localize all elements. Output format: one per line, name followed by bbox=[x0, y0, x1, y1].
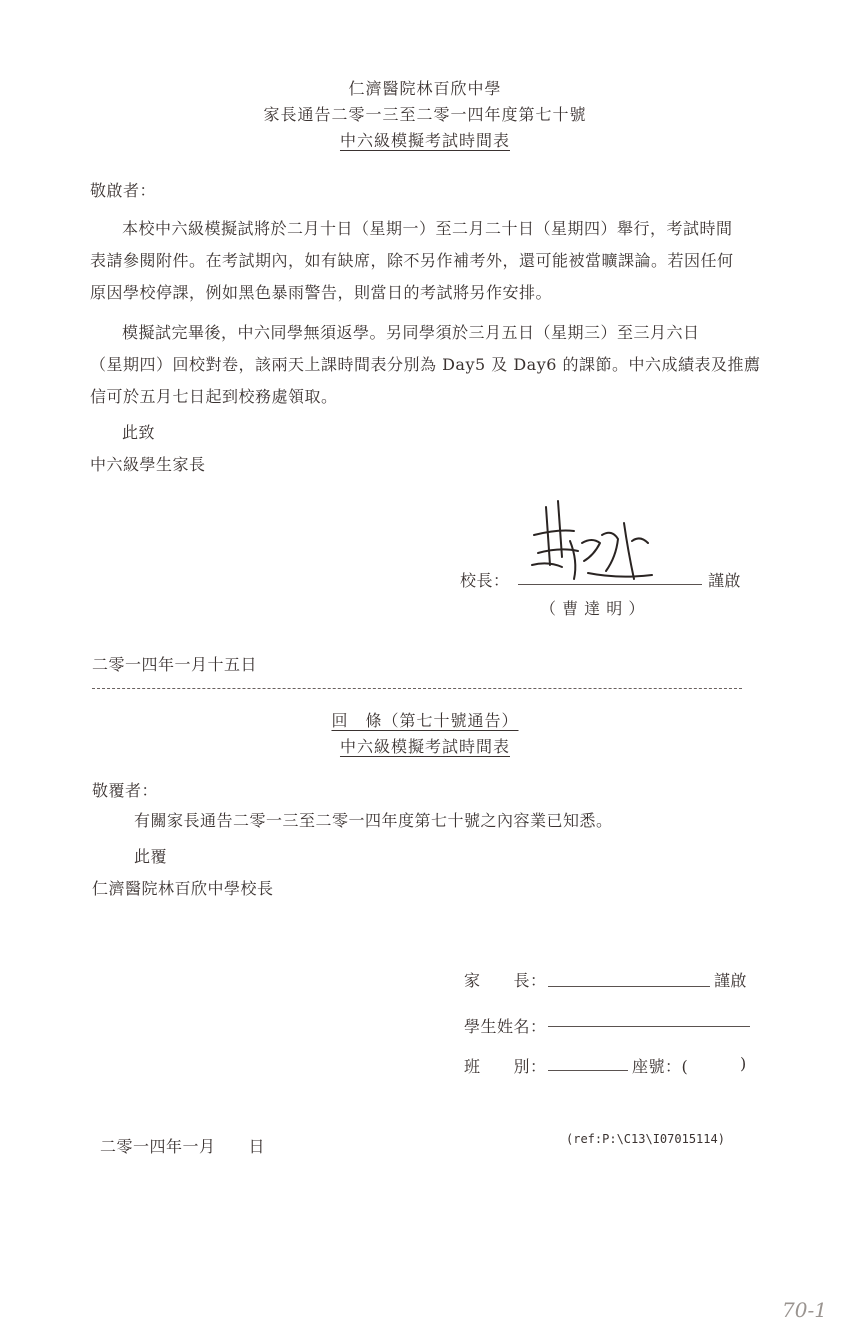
parent-label: 家 長： bbox=[464, 971, 547, 990]
reply-subject bbox=[0, 734, 850, 757]
parent-signature-field[interactable] bbox=[548, 986, 710, 987]
recipient: 中六級學生家長 bbox=[90, 455, 206, 474]
para2-line3: 信可於五月七日起到校務處領取。 bbox=[90, 387, 338, 406]
principal-suffix: 謹啟 bbox=[708, 571, 742, 590]
notice-date: 二零一四年一月十五日 bbox=[92, 655, 258, 674]
para2-line2: （星期四）回校對卷，該兩天上課時間表分別為 Day5 及 Day6 的課節。中六成績表及推薦 bbox=[90, 355, 761, 374]
handwritten-page-note: 70-1 bbox=[782, 1298, 827, 1322]
para1-line3: 原因學校停課，例如黑色暴雨警告，則當日的考試將另作安排。 bbox=[90, 283, 553, 302]
reply-salutation: 敬覆者： bbox=[92, 781, 159, 800]
reply-title-text: 回 條（第七十號通告） bbox=[331, 711, 519, 730]
reply-closing: 此覆 bbox=[134, 847, 168, 866]
reply-recipient: 仁濟醫院林百欣中學校長 bbox=[92, 879, 274, 898]
class-label: 班 別： bbox=[464, 1057, 547, 1076]
parent-suffix: 謹啟 bbox=[714, 971, 748, 990]
reply-title bbox=[0, 708, 850, 731]
tear-off-divider bbox=[92, 688, 742, 689]
principal-signature bbox=[528, 495, 658, 590]
para2-line1: 模擬試完畢後，中六同學無須返學。另同學須於三月五日（星期三）至三月六日 bbox=[122, 323, 700, 342]
notice-subject bbox=[0, 128, 850, 151]
student-name-label: 學生姓名： bbox=[464, 1017, 547, 1036]
student-name-field[interactable] bbox=[548, 1026, 750, 1027]
seat-label: 座號：( bbox=[632, 1057, 689, 1076]
reply-date: 二零一四年一月 日 bbox=[100, 1137, 266, 1156]
school-name: 仁濟醫院林百欣中學 bbox=[348, 79, 502, 98]
notice-number: 家長通告二零一三至二零一四年度第七十號 bbox=[263, 105, 587, 124]
closing: 此致 bbox=[122, 423, 156, 442]
reply-subject-text: 中六級模擬考試時間表 bbox=[339, 737, 510, 756]
para1-line1: 本校中六級模擬試將於二月十日（星期一）至二月二十日（星期四）舉行，考試時間 bbox=[122, 219, 733, 238]
reference-code: (ref:P:\C13\I07015114) bbox=[566, 1132, 725, 1146]
notice-subject-text: 中六級模擬考試時間表 bbox=[339, 131, 510, 150]
class-field[interactable] bbox=[548, 1070, 628, 1071]
principal-signature-line bbox=[518, 584, 702, 585]
para1-line2: 表請參閱附件。在考試期內，如有缺席，除不另作補考外，還可能被當曠課論。若因任何 bbox=[90, 251, 734, 270]
reply-body: 有關家長通告二零一三至二零一四年度第七十號之內容業已知悉。 bbox=[134, 811, 613, 830]
principal-label: 校長： bbox=[460, 571, 510, 590]
salutation: 敬啟者： bbox=[90, 181, 157, 200]
principal-name: （ 曹 達 明 ） bbox=[540, 599, 645, 618]
seat-close-paren: ) bbox=[740, 1054, 747, 1073]
